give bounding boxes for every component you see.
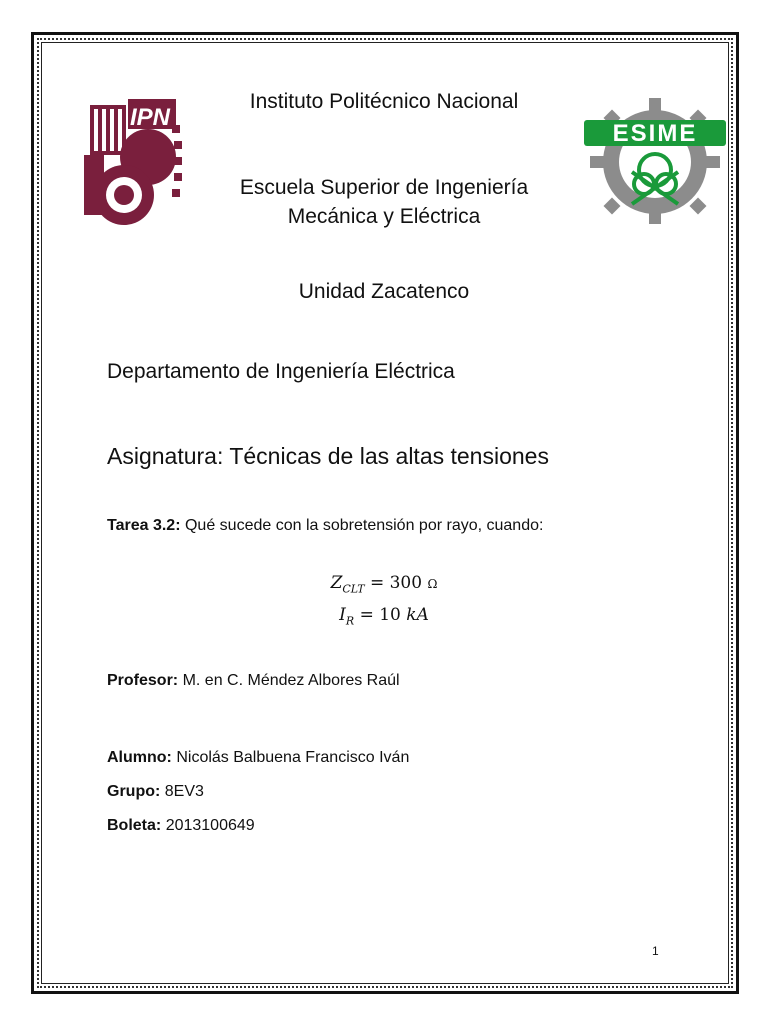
task-line xyxy=(107,517,543,535)
subject-value: Técnicas de las altas tensiones xyxy=(229,443,549,469)
department-name: Departamento de Ingeniería Eléctrica xyxy=(107,360,455,383)
professor-value: M. en C. Méndez Albores Raúl xyxy=(182,672,400,689)
page-number: 1 xyxy=(652,944,659,958)
student-line xyxy=(107,749,409,767)
formula-i-rhs: = 10 xyxy=(359,605,401,625)
esime-logo-text: ESIME xyxy=(612,120,698,147)
ticket-line xyxy=(107,817,255,835)
student-label: Alumno: xyxy=(107,749,172,766)
institute-name: Instituto Politécnico Nacional xyxy=(249,90,519,113)
formula-i-sub: R xyxy=(345,614,355,628)
formula-z-rhs: = 300 xyxy=(369,573,423,593)
subject-label: Asignatura: xyxy=(107,443,224,469)
group-line xyxy=(107,783,204,801)
formula-i-unit: kA xyxy=(406,605,429,625)
student-value: Nicolás Balbuena Francisco Iván xyxy=(176,749,410,766)
subject-line xyxy=(107,443,549,470)
ticket-value: 2013100649 xyxy=(165,817,255,834)
task-value: Qué sucede con la sobretensión por rayo, cuando: xyxy=(184,517,544,534)
group-label: Grupo: xyxy=(107,783,161,800)
unit-name: Unidad Zacatenco xyxy=(298,280,470,303)
ticket-label: Boleta: xyxy=(107,817,162,834)
formula-z-var: Z xyxy=(330,573,343,593)
school-name-line2: Mecánica y Eléctrica xyxy=(287,205,481,228)
formula-current xyxy=(250,605,518,627)
school-name-line1: Escuela Superior de Ingeniería xyxy=(239,176,529,199)
formula-i-var: I xyxy=(339,605,346,625)
task-label: Tarea 3.2: xyxy=(107,517,181,534)
formula-z-unit: Ω xyxy=(427,577,438,591)
professor-line xyxy=(107,672,400,690)
professor-label: Profesor: xyxy=(107,672,179,689)
group-value: 8EV3 xyxy=(164,783,204,800)
formula-z-sub: CLT xyxy=(342,582,365,596)
ipn-logo-text: IPN xyxy=(130,104,171,131)
school-name xyxy=(150,173,618,231)
formula-impedance xyxy=(250,573,518,595)
